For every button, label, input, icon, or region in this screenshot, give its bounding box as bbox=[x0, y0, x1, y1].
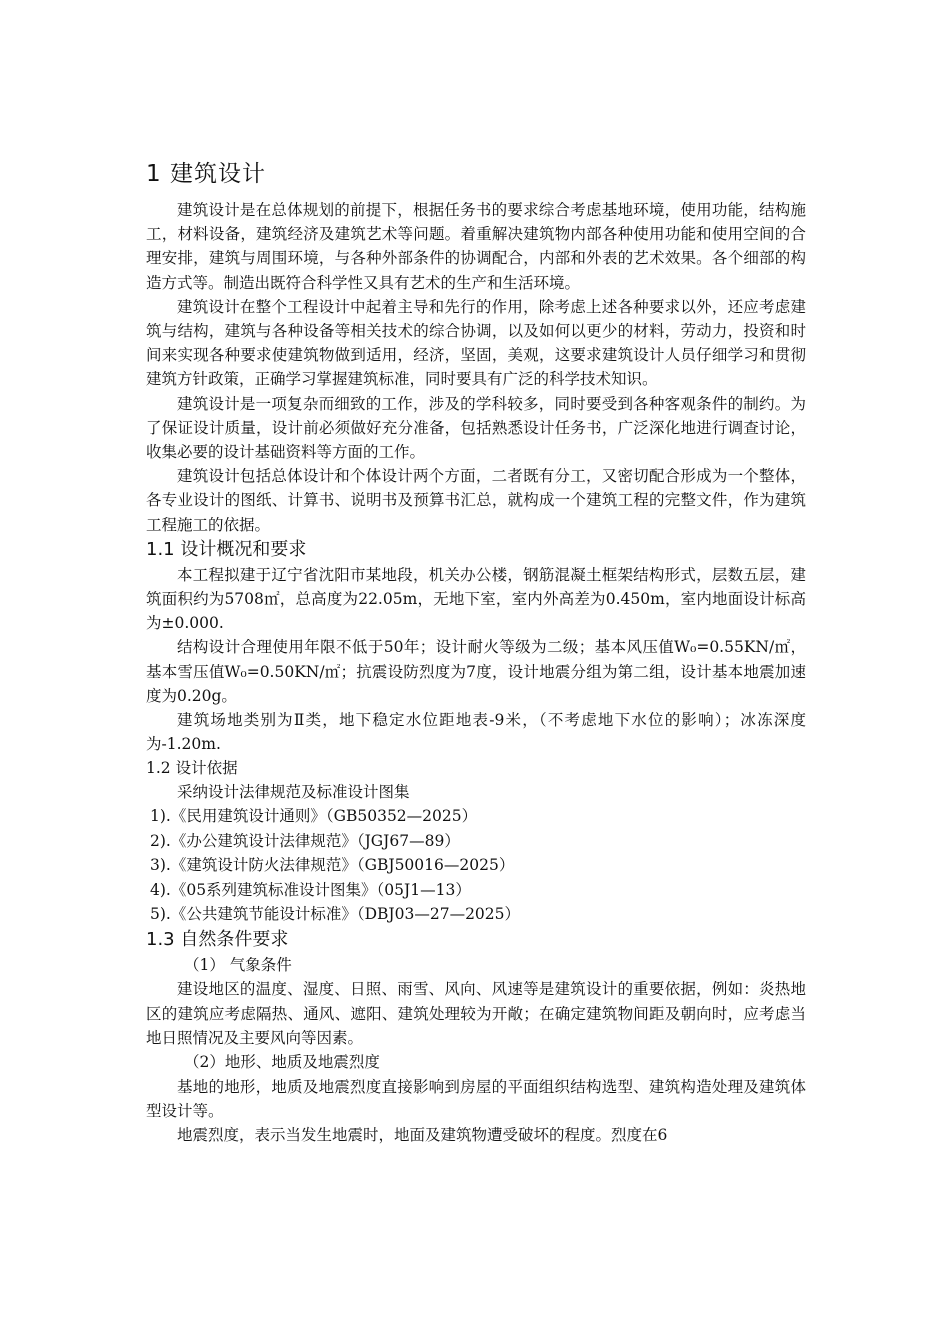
subsection-terrain-paragraph: 地震烈度，表示当发生地震时，地面及建筑物遭受破坏的程度。烈度在6 bbox=[177, 1125, 668, 1144]
intro-paragraph: 建筑设计包括总体设计和个体设计两个方面，二者既有分工，又密切配合形成为一个整体，各专业设计的图纸、计算书、说明书及预算书汇总，就构成一个建筑工程的完整文件，作为建筑工程施工的依据。 bbox=[146, 467, 806, 534]
section-1-2-intro: 采纳设计法律规范及标准设计图集 bbox=[177, 783, 410, 802]
intro-paragraph: 建筑设计是在总体规划的前提下，根据任务书的要求综合考虑基地环境，使用功能，结构施工，材料设备，建筑经济及建筑艺术等问题。着重解决建筑物内部各种使用功能和使用空间的合理安排，建筑与周围环境，与各种外部条件的协调配合，内部和外表的艺术效果。各个细部的构造方式等。制造出既符合科学性又具有艺术的生产和生活环境。 bbox=[146, 201, 806, 292]
section-1-1-paragraph: 本工程拟建于辽宁省沈阳市某地段，机关办公楼，钢筋混凝土框架结构形式，层数五层，建筑面积约为5708㎡，总高度为22.05m，无地下室，室内外高差为0.450m，室内地面设计标高为±0.000. bbox=[146, 565, 806, 633]
subsection-terrain-title: （2）地形、地质及地震烈度 bbox=[184, 1053, 380, 1072]
reference-list bbox=[146, 804, 806, 927]
section-1-1-paragraph: 建筑场地类别为Ⅱ类，地下稳定水位距地表-9米，（不考虑地下水位的影响）；冰冻深度为-1.20m. bbox=[146, 711, 806, 754]
reference-item: 2).《办公建筑设计法律规范》（JGJ67—89） bbox=[150, 831, 460, 850]
section-1-1-title: 1.1 设计概况和要求 bbox=[146, 538, 307, 560]
subsection-climate-paragraph: 建设地区的温度、湿度、日照、雨雪、风向、风速等是建筑设计的重要依据，例如：炎热地区的建筑应考虑隔热、通风、遮阳、建筑处理较为开敞；在确定建筑物间距及朝向时，应考虑当地日照情况及主要风向等因素。 bbox=[146, 980, 806, 1047]
reference-item: 5).《公共建筑节能设计标准》（DBJ03—27—2025） bbox=[150, 905, 521, 924]
section-1-2-title: 1.2 设计依据 bbox=[146, 759, 238, 778]
subsection-climate-title: （1） 气象条件 bbox=[184, 955, 292, 974]
subsection-terrain-paragraph: 基地的地形，地质及地震烈度直接影响到房屋的平面组织结构选型、建筑构造处理及建筑体型设计等。 bbox=[146, 1077, 806, 1120]
section-1-1-paragraph: 结构设计合理使用年限不低于50年；设计耐火等级为二级；基本风压值W₀=0.55KN/㎡，基本雪压值W₀=0.50KN/㎡；抗震设防烈度为7度，设计地震分组为第二组，设计基本地震加速度为0.20g。 bbox=[146, 638, 806, 705]
section-1-3-title: 1.3 自然条件要求 bbox=[146, 928, 289, 950]
chapter-title: 1 建筑设计 bbox=[146, 161, 266, 187]
reference-item: 1).《民用建筑设计通则》（GB50352—2025） bbox=[150, 807, 478, 826]
intro-paragraph: 建筑设计是一项复杂而细致的工作，涉及的学科较多，同时要受到各种客观条件的制约。为了保证设计质量，设计前必须做好充分准备，包括熟悉设计任务书，广泛深化地进行调查讨论，收集必要的设计基础资料等方面的工作。 bbox=[146, 394, 806, 462]
reference-item: 3).《建筑设计防火法律规范》（GBJ50016—2025） bbox=[150, 856, 515, 875]
reference-item: 4).《05系列建筑标准设计图集》（05J1—13） bbox=[150, 880, 471, 899]
intro-paragraph: 建筑设计在整个工程设计中起着主导和先行的作用，除考虑上述各种要求以外，还应考虑建筑与结构，建筑与各种设备等相关技术的综合协调，以及如何以更少的材料，劳动力，投资和时间来实现各种要求使建筑物做到适用，经济，坚固，美观，这要求建筑设计人员仔细学习和贯彻建筑方针政策，正确学习掌握建筑标准，同时要具有广泛的科学技术知识。 bbox=[146, 297, 806, 389]
document-body bbox=[146, 160, 806, 1147]
